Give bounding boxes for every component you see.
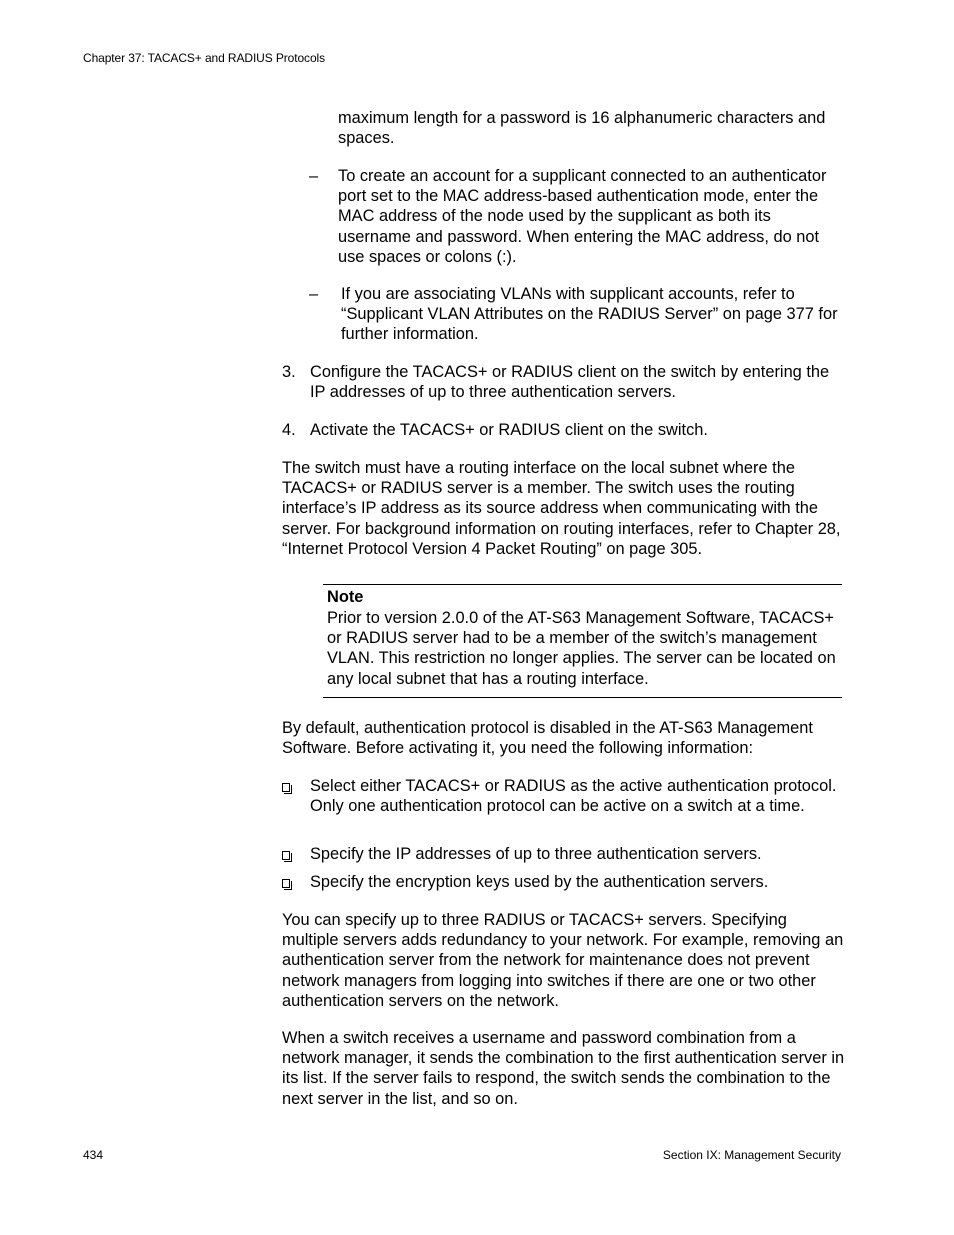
checkbox-bullet-icon xyxy=(282,879,290,888)
note-bottom-rule xyxy=(323,697,842,698)
note-body: Prior to version 2.0.0 of the AT-S63 Management Software, TACACS+ or RADIUS server had to be a member of the switch’s management VLAN. This restriction no longer applies. The server can be located on any local subnet that has a routing interface. xyxy=(327,609,836,688)
page-number: 434 xyxy=(83,1148,104,1162)
step-number: 3. xyxy=(282,363,296,381)
dash-marker: – xyxy=(309,285,319,303)
bullet-encryption-keys: Specify the encryption keys used by the authentication servers. xyxy=(310,873,769,891)
checkbox-bullet-icon xyxy=(282,783,290,792)
dash-item-mac-account: To create an account for a supplicant connected to an authenticator port set to the MAC address-based authentication mode, enter the MAC address of the node used by the supplicant as both its username and password. When entering the MAC address, do not use spaces or colons (:). xyxy=(338,167,827,266)
dash-marker: – xyxy=(309,167,319,185)
bullet-ip-addresses: Specify the IP addresses of up to three authentication servers. xyxy=(310,845,762,863)
step-configure-client: Configure the TACACS+ or RADIUS client on the switch by entering the IP addresses of up to three authentication servers. xyxy=(310,363,830,402)
default-paragraph: By default, authentication protocol is disabled in the AT-S63 Management Software. Before activating it, you need the following information: xyxy=(282,719,813,758)
section-footer: Section IX: Management Security xyxy=(662,1148,841,1162)
routing-paragraph: The switch must have a routing interface on the local subnet where the TACACS+ or RADIUS server is a member. The switch uses the routing interface’s IP address as its source address when communicating with the server. For background information on routing interfaces, refer to Chapter 28, “Internet Protocol Version 4 Packet Routing” on page 305. xyxy=(282,459,841,558)
note-top-rule xyxy=(323,584,842,585)
dash-item-vlan-accounts: If you are associating VLANs with supplicant accounts, refer to “Supplicant VLAN Attributes on the RADIUS Server” on page 377 for further information. xyxy=(341,285,838,344)
step-number: 4. xyxy=(282,421,296,439)
checkbox-bullet-icon xyxy=(282,851,290,860)
server-order-paragraph: When a switch receives a username and password combination from a network manager, it sends the combination to the first authentication server in its list. If the server fails to respond, the switch sends the combination to the next server in the list, and so on. xyxy=(282,1029,845,1108)
step-activate-client: Activate the TACACS+ or RADIUS client on the switch. xyxy=(310,421,708,439)
bullet-select-protocol: Select either TACACS+ or RADIUS as the active authentication protocol. Only one authentication protocol can be active on a switch at a time. xyxy=(310,777,837,816)
running-header: Chapter 37: TACACS+ and RADIUS Protocols xyxy=(83,51,326,65)
continuation-text: maximum length for a password is 16 alphanumeric characters and spaces. xyxy=(338,109,826,148)
note-title: Note xyxy=(327,588,364,606)
redundancy-paragraph: You can specify up to three RADIUS or TACACS+ servers. Specifying multiple servers adds redundancy to your network. For example, removing an authentication server from the network for maintenance does not prevent network managers from logging into switches if there are one or two other authentication servers on the network. xyxy=(282,911,844,1010)
